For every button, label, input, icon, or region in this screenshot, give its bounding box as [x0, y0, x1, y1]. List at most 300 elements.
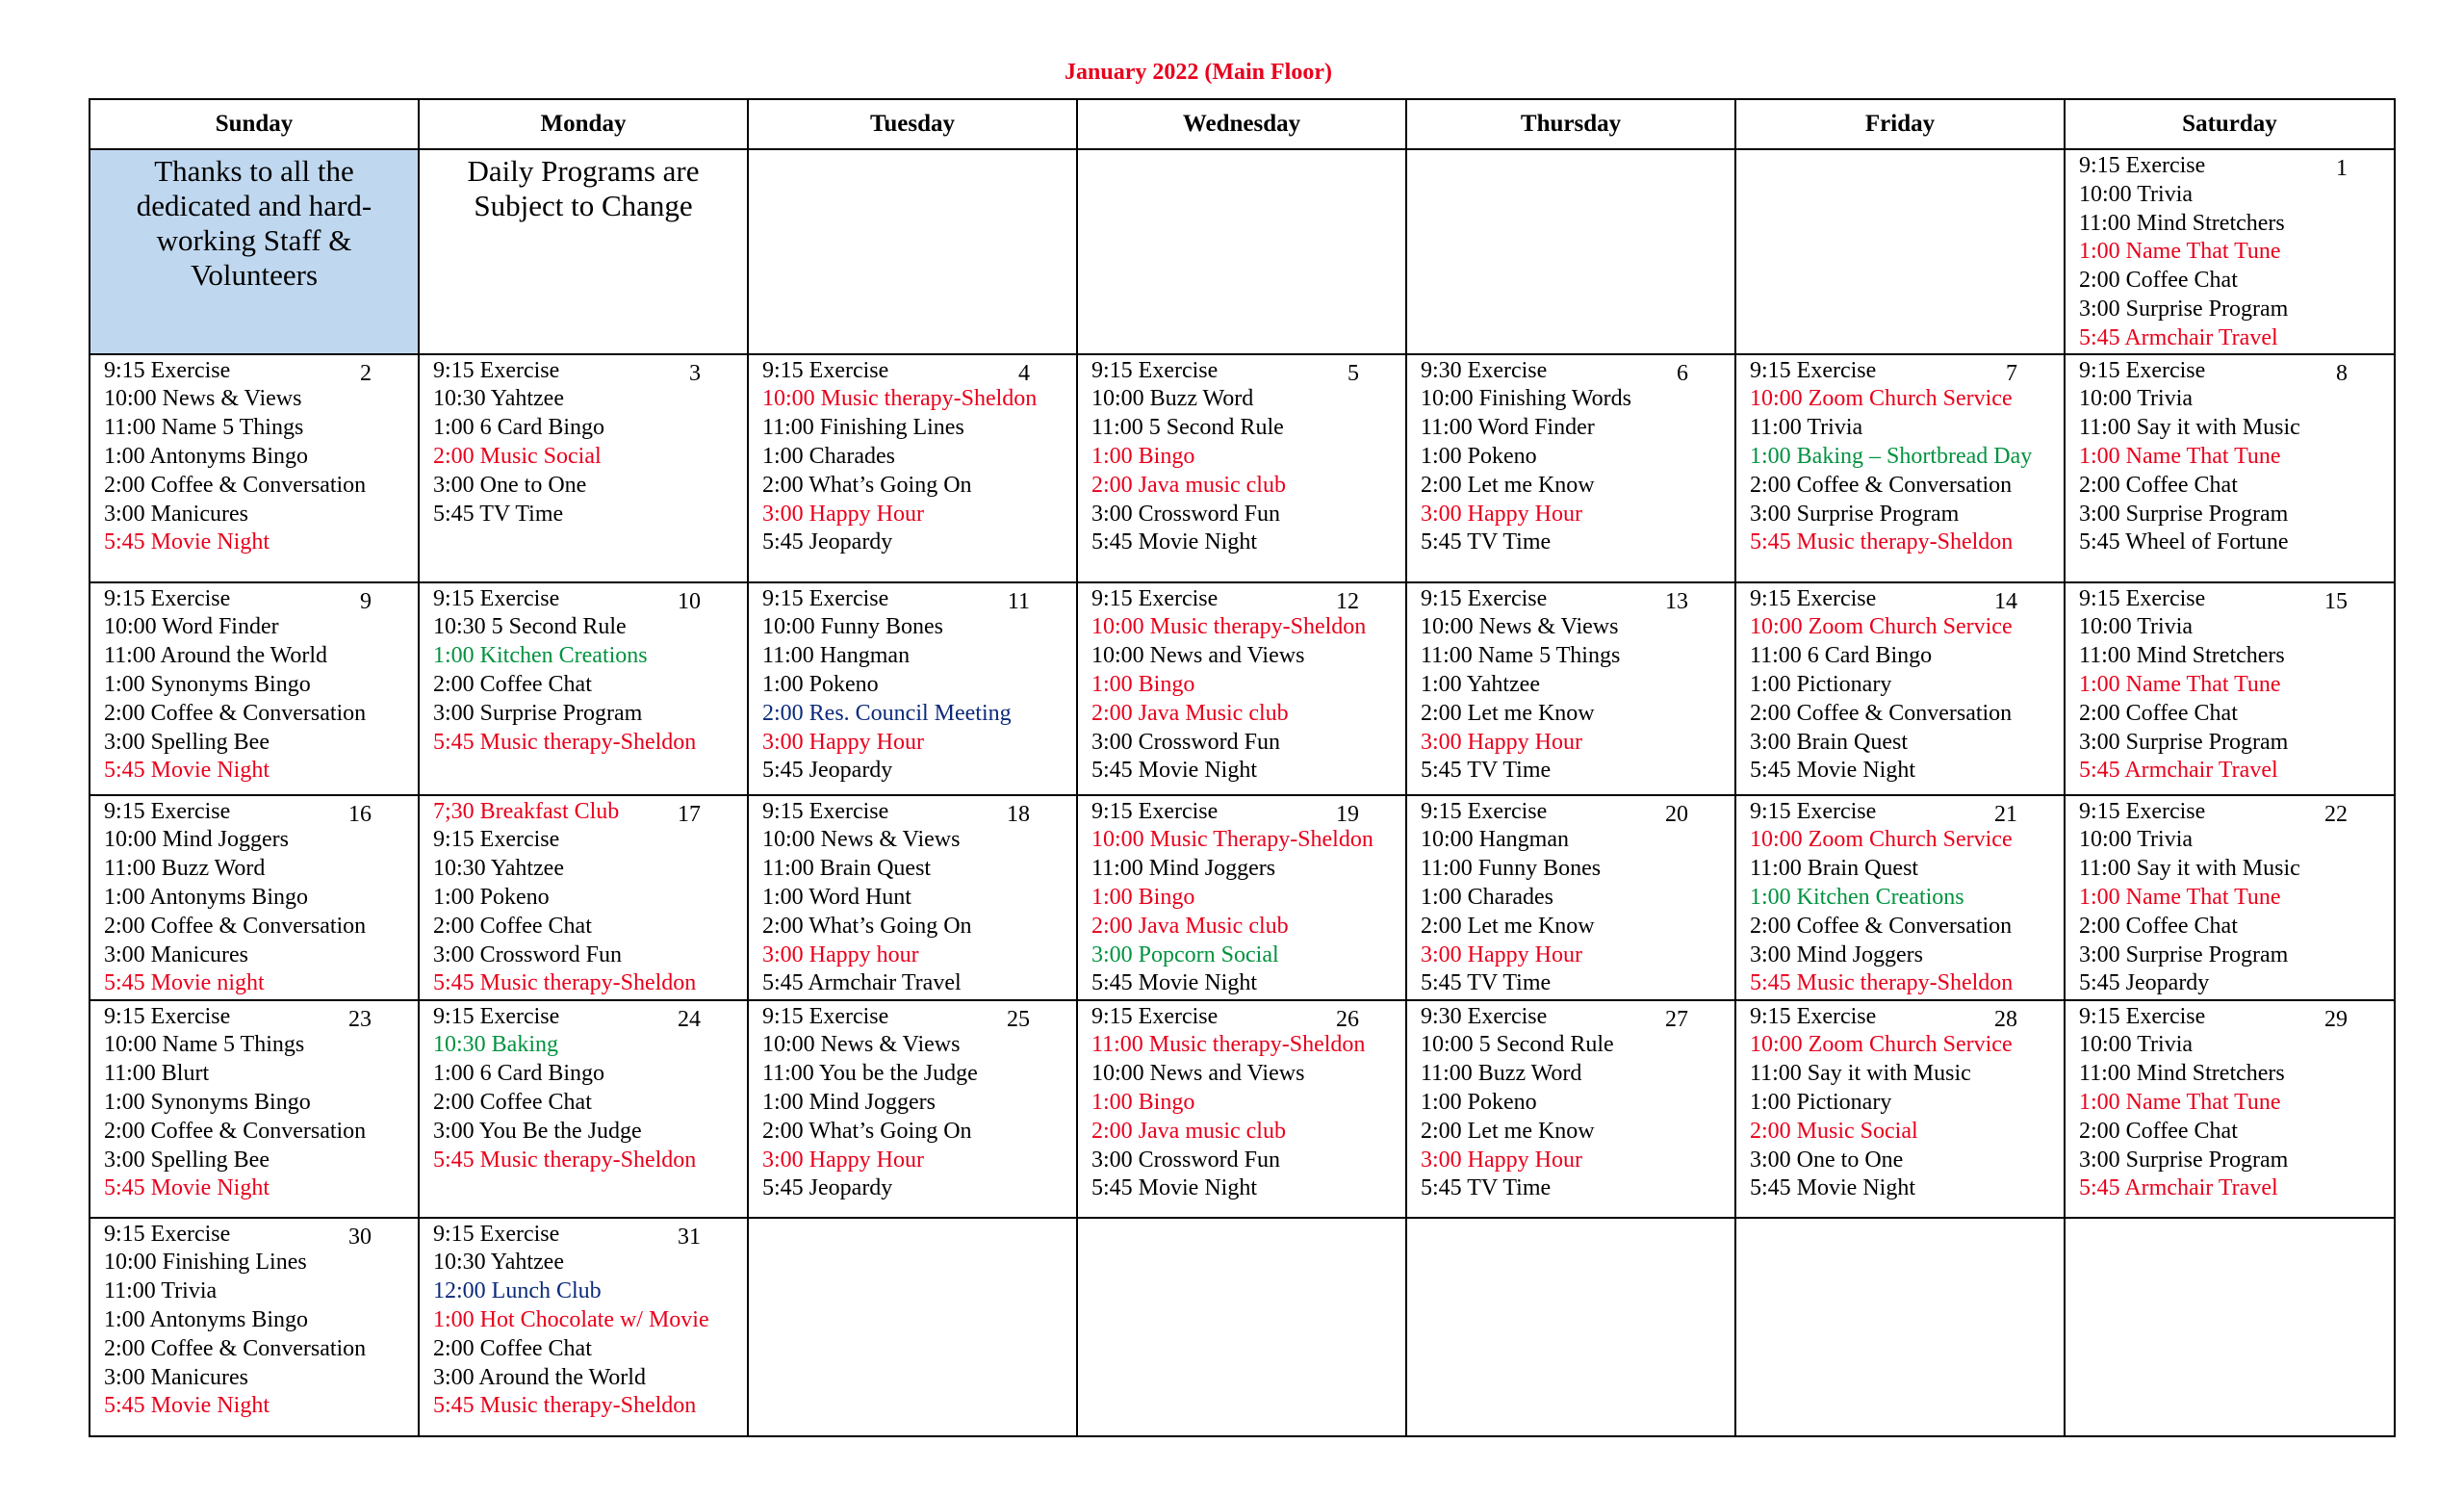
event-item: 2:00 Coffee Chat	[2079, 913, 2238, 939]
event-item: 11:00 Trivia	[104, 1278, 218, 1304]
day-cell-content	[1078, 355, 1405, 558]
day-number: 8	[2336, 360, 2348, 386]
event-item: 10:00 Music therapy-Sheldon	[762, 386, 1038, 412]
event-item: 9:15 Exercise	[762, 798, 889, 824]
note-cell	[90, 149, 419, 354]
day-cell	[2065, 354, 2395, 582]
event-item: 11:00 Brain Quest	[1750, 856, 1919, 882]
day-cell	[90, 354, 419, 582]
day-number: 17	[678, 801, 701, 827]
event-item: 1:00 Word Hunt	[762, 884, 911, 910]
day-number: 28	[1994, 1006, 2017, 1032]
event-item: 2:00 Coffee Chat	[2079, 1118, 2238, 1144]
event-item: 2:00 Coffee & Conversation	[104, 913, 367, 939]
weekday-header-thursday: Thursday	[1406, 99, 1735, 149]
event-item: 1:00 Synonyms Bingo	[104, 671, 311, 697]
day-cell-content	[90, 796, 418, 999]
day-cell-content	[1407, 583, 1734, 787]
event-item: 11:00 Say it with Music	[2079, 415, 2300, 441]
event-item: 3:00 Surprise Program	[2079, 729, 2289, 755]
event-item: 5:45 Music therapy-Sheldon	[433, 1147, 697, 1173]
event-item: 1:00 Name That Tune	[2079, 443, 2281, 469]
event-item: 10:00 Mind Joggers	[104, 827, 289, 853]
event-item: 9:15 Exercise	[104, 798, 231, 824]
note-cell	[419, 149, 748, 354]
day-cell	[1735, 795, 2065, 1000]
day-number: 2	[360, 360, 372, 386]
day-number: 18	[1007, 801, 1030, 827]
day-cell	[1077, 1000, 1406, 1218]
event-item: 11:00 Name 5 Things	[1421, 643, 1621, 669]
day-number: 4	[1018, 360, 1030, 386]
weekday-header-friday: Friday	[1735, 99, 2065, 149]
weekday-header-monday: Monday	[419, 99, 748, 149]
day-cell	[1735, 354, 2065, 582]
event-item: 9:15 Exercise	[1421, 585, 1548, 611]
event-item: 3:00 Happy Hour	[762, 729, 924, 755]
day-number: 21	[1994, 801, 2017, 827]
event-item: 1:00 Bingo	[1091, 671, 1195, 697]
event-item: 11:00 Music therapy-Sheldon	[1091, 1032, 1366, 1058]
day-cell	[90, 1218, 419, 1436]
event-item: 3:00 Manicures	[104, 1364, 248, 1390]
event-item: 11:00 Say it with Music	[1750, 1061, 1971, 1087]
day-cell	[2065, 1000, 2395, 1218]
weekday-header-wednesday: Wednesday	[1077, 99, 1406, 149]
event-item: 3:00 One to One	[1750, 1147, 1904, 1173]
event-item: 11:00 5 Second Rule	[1091, 415, 1284, 441]
day-cell-content	[420, 796, 747, 999]
event-item: 9:15 Exercise	[1091, 1003, 1219, 1029]
event-item: 1:00 Mind Joggers	[762, 1089, 936, 1115]
day-cell	[748, 354, 1077, 582]
event-item: 2:00 Let me Know	[1421, 472, 1595, 498]
day-number: 14	[1994, 588, 2017, 614]
day-number: 9	[360, 588, 372, 614]
event-item: 2:00 Let me Know	[1421, 700, 1595, 726]
event-item: 9:15 Exercise	[104, 357, 231, 383]
event-item: 1:00 Antonyms Bingo	[104, 884, 309, 910]
empty-day-cell	[2065, 1218, 2395, 1436]
day-number: 20	[1665, 801, 1688, 827]
day-cell	[419, 1218, 748, 1436]
day-number: 15	[2324, 588, 2348, 614]
day-cell	[748, 582, 1077, 795]
event-item: 11:00 6 Card Bingo	[1750, 643, 1933, 669]
event-item: 1:00 Name That Tune	[2079, 884, 2281, 910]
event-item: 9:15 Exercise	[104, 1221, 231, 1247]
calendar-body	[90, 149, 2395, 1436]
event-item: 10:00 Zoom Church Service	[1750, 614, 2013, 640]
event-item: 1:00 Charades	[1421, 884, 1553, 910]
day-cell-content	[420, 355, 747, 529]
day-cell-content	[1736, 1001, 2064, 1204]
day-cell-content	[1736, 355, 2064, 558]
event-item: 2:00 Res. Council Meeting	[762, 700, 1012, 726]
event-item: 9:15 Exercise	[104, 1003, 231, 1029]
week-row	[90, 582, 2395, 795]
event-item: 5:45 Music therapy-Sheldon	[1750, 970, 2014, 996]
event-item: 2:00 What’s Going On	[762, 1118, 972, 1144]
week-row	[90, 795, 2395, 1000]
event-item: 2:00 What’s Going On	[762, 472, 972, 498]
day-cell-content	[1407, 796, 1734, 999]
day-cell	[2065, 795, 2395, 1000]
event-item: 1:00 Bingo	[1091, 443, 1195, 469]
event-item: 1:00 Charades	[762, 443, 895, 469]
event-item: 2:00 Java music club	[1091, 472, 1286, 498]
event-item: 2:00 Coffee Chat	[2079, 700, 2238, 726]
event-item: 2:00 Coffee & Conversation	[104, 1335, 367, 1361]
week-row	[90, 354, 2395, 582]
day-number: 7	[2006, 360, 2017, 386]
event-item: 9:15 Exercise	[2079, 357, 2206, 383]
day-cell	[748, 1000, 1077, 1218]
event-item: 5:45 Movie Night	[1091, 529, 1257, 555]
day-number: 3	[689, 360, 701, 386]
event-item: 11:00 Mind Stretchers	[2079, 210, 2285, 236]
event-item: 3:00 Happy Hour	[1421, 729, 1582, 755]
event-item: 10:00 News & Views	[1421, 614, 1619, 640]
event-item: 3:00 Happy Hour	[1421, 941, 1582, 967]
event-item: 11:00 Word Finder	[1421, 415, 1595, 441]
event-item: 3:00 Mind Joggers	[1750, 941, 1923, 967]
day-number: 5	[1348, 360, 1359, 386]
event-item: 9:15 Exercise	[433, 1003, 560, 1029]
event-item: 10:00 Trivia	[2079, 386, 2194, 412]
event-item: 5:45 TV Time	[1421, 1175, 1552, 1201]
day-cell	[1406, 582, 1735, 795]
event-item: 3:00 Surprise Program	[1750, 501, 1960, 527]
event-item: 3:00 Happy Hour	[1421, 1147, 1582, 1173]
event-item: 5:45 Movie night	[104, 970, 265, 996]
day-cell	[1077, 795, 1406, 1000]
empty-day-cell	[1735, 149, 2065, 354]
day-cell	[419, 1000, 748, 1218]
event-item: 9:15 Exercise	[1750, 357, 1877, 383]
event-item: 9:15 Exercise	[1750, 585, 1877, 611]
event-item: 11:00 Name 5 Things	[104, 415, 304, 441]
day-cell-content	[420, 1219, 747, 1422]
event-item: 2:00 Coffee Chat	[433, 913, 592, 939]
event-item: 2:00 Java music club	[1091, 1118, 1286, 1144]
day-cell	[1077, 354, 1406, 582]
event-item: 5:45 Movie Night	[104, 1175, 270, 1201]
event-item: 10:00 Trivia	[2079, 181, 2194, 207]
event-item: 3:00 Happy hour	[762, 941, 919, 967]
event-item: 1:00 Name That Tune	[2079, 239, 2281, 265]
day-cell	[1406, 354, 1735, 582]
event-item: 2:00 Java Music club	[1091, 913, 1289, 939]
day-cell	[90, 795, 419, 1000]
day-cell-content	[90, 1219, 418, 1422]
event-item: 3:00 Happy Hour	[762, 501, 924, 527]
event-item: 5:45 Music therapy-Sheldon	[433, 970, 697, 996]
event-item: 3:00 Surprise Program	[433, 700, 643, 726]
event-item: 1:00 Name That Tune	[2079, 671, 2281, 697]
weekday-header-sunday: Sunday	[90, 99, 419, 149]
calendar-title: January 2022 (Main Floor)	[1065, 60, 1332, 85]
event-item: 3:00 Surprise Program	[2079, 501, 2289, 527]
event-item: 3:00 Happy Hour	[762, 1147, 924, 1173]
day-number: 19	[1336, 801, 1359, 827]
event-item: 3:00 Crossword Fun	[1091, 729, 1281, 755]
event-item: 9:15 Exercise	[1091, 357, 1219, 383]
event-item: 3:00 Manicures	[104, 941, 248, 967]
event-item: 5:45 Music therapy-Sheldon	[1750, 529, 2014, 555]
event-item: 11:00 Hangman	[762, 643, 911, 669]
event-item: 11:00 Buzz Word	[104, 856, 266, 882]
event-item: 9:15 Exercise	[1091, 585, 1219, 611]
day-cell-content	[749, 1001, 1076, 1204]
event-item: 10:00 Zoom Church Service	[1750, 1032, 2013, 1058]
event-item: 3:00 Spelling Bee	[104, 1147, 270, 1173]
event-item: 2:00 Coffee & Conversation	[104, 1118, 367, 1144]
event-item: 3:00 Around the World	[433, 1364, 646, 1390]
day-number: 30	[348, 1224, 372, 1250]
event-item: 10:00 Zoom Church Service	[1750, 827, 2013, 853]
event-item: 1:00 Pictionary	[1750, 671, 1892, 697]
event-item: 9:15 Exercise	[2079, 153, 2206, 178]
event-item: 1:00 Pokeno	[1421, 443, 1537, 469]
day-number: 13	[1665, 588, 1688, 614]
calendar-note: Thanks to all the dedicated and hard-working Staff & Volunteers	[136, 154, 372, 292]
event-item: 2:00 Music Social	[433, 443, 602, 469]
event-item: 5:45 Movie Night	[1091, 970, 1257, 996]
event-item: 10:00 Hangman	[1421, 827, 1569, 853]
week-row	[90, 149, 2395, 354]
event-item: 10:00 Trivia	[2079, 614, 2194, 640]
event-item: 5:45 Movie Night	[1750, 758, 1915, 784]
event-item: 12:00 Lunch Club	[433, 1278, 602, 1304]
weekday-header-saturday: Saturday	[2065, 99, 2395, 149]
day-number: 31	[678, 1224, 701, 1250]
event-item: 2:00 Coffee Chat	[2079, 268, 2238, 294]
event-item: 9:15 Exercise	[1421, 798, 1548, 824]
event-item: 9:15 Exercise	[1750, 798, 1877, 824]
event-item: 10:00 Music Therapy-Sheldon	[1091, 827, 1373, 853]
event-item: 10:00 Finishing Lines	[104, 1250, 307, 1276]
event-item: 3:00 Crossword Fun	[1091, 501, 1281, 527]
event-item: 5:45 Armchair Travel	[762, 970, 962, 996]
event-item: 10:00 News & Views	[762, 827, 961, 853]
event-item: 3:00 Crossword Fun	[1091, 1147, 1281, 1173]
calendar-grid	[89, 98, 2396, 1437]
event-item: 10:00 Finishing Words	[1421, 386, 1631, 412]
event-item: 2:00 Java Music club	[1091, 700, 1289, 726]
event-item: 3:00 Surprise Program	[2079, 941, 2289, 967]
event-item: 5:45 Jeopardy	[2079, 970, 2210, 996]
day-cell	[419, 795, 748, 1000]
event-item: 9:15 Exercise	[762, 585, 889, 611]
event-item: 11:00 Funny Bones	[1421, 856, 1602, 882]
event-item: 5:45 Armchair Travel	[2079, 758, 2278, 784]
event-item: 9:30 Exercise	[1421, 357, 1548, 383]
event-item: 9:30 Exercise	[1421, 1003, 1548, 1029]
event-item: 10:00 Funny Bones	[762, 614, 944, 640]
empty-day-cell	[1406, 1218, 1735, 1436]
event-item: 2:00 Music Social	[1750, 1118, 1918, 1144]
event-item: 9:15 Exercise	[1750, 1003, 1877, 1029]
empty-day-cell	[1735, 1218, 2065, 1436]
day-cell-content	[90, 583, 418, 787]
event-item: 2:00 Coffee Chat	[433, 1335, 592, 1361]
event-item: 5:45 Movie Night	[104, 1393, 270, 1419]
day-number: 22	[2324, 801, 2348, 827]
event-item: 9:15 Exercise	[2079, 585, 2206, 611]
event-item: 2:00 Coffee & Conversation	[104, 700, 367, 726]
event-item: 5:45 Jeopardy	[762, 758, 893, 784]
event-item: 10:00 Name 5 Things	[104, 1032, 305, 1058]
event-item: 9:15 Exercise	[433, 1221, 560, 1247]
event-item: 10:30 Yahtzee	[433, 856, 564, 882]
empty-day-cell	[748, 149, 1077, 354]
event-item: 5:45 TV Time	[1421, 970, 1552, 996]
empty-day-cell	[1077, 149, 1406, 354]
day-number: 10	[678, 588, 701, 614]
event-item: 5:45 Movie Night	[1750, 1175, 1915, 1201]
event-item: 1:00 Pokeno	[1421, 1089, 1537, 1115]
day-cell-content	[90, 355, 418, 558]
event-item: 11:00 Buzz Word	[1421, 1061, 1582, 1087]
event-item: 11:00 Mind Stretchers	[2079, 1061, 2285, 1087]
day-cell-content	[749, 355, 1076, 558]
event-item: 10:00 News & Views	[104, 386, 302, 412]
event-item: 5:45 Music therapy-Sheldon	[433, 1393, 697, 1419]
day-cell-content	[1078, 796, 1405, 999]
event-item: 11:00 Finishing Lines	[762, 415, 964, 441]
event-item: 5:45 Movie Night	[1091, 1175, 1257, 1201]
event-item: 10:00 Word Finder	[104, 614, 279, 640]
empty-day-cell	[1406, 149, 1735, 354]
event-item: 2:00 Coffee Chat	[433, 671, 592, 697]
day-cell-content	[2066, 1001, 2394, 1204]
event-item: 5:45 TV Time	[433, 501, 564, 527]
empty-day-cell	[1077, 1218, 1406, 1436]
day-cell	[1735, 1000, 2065, 1218]
weekday-header-tuesday: Tuesday	[748, 99, 1077, 149]
event-item: 3:00 Happy Hour	[1421, 501, 1582, 527]
event-item: 10:00 News & Views	[762, 1032, 961, 1058]
day-number: 11	[1007, 588, 1030, 614]
day-cell-content	[749, 583, 1076, 787]
event-item: 2:00 Coffee & Conversation	[104, 472, 367, 498]
day-cell-content	[420, 1001, 747, 1175]
event-item: 5:45 Armchair Travel	[2079, 324, 2278, 350]
event-item: 10:00 Zoom Church Service	[1750, 386, 2013, 412]
event-item: 11:00 You be the Judge	[762, 1061, 978, 1087]
day-cell-content	[1736, 796, 2064, 999]
day-number: 26	[1336, 1006, 1359, 1032]
day-cell	[419, 354, 748, 582]
day-cell	[1735, 582, 2065, 795]
event-item: 2:00 Coffee & Conversation	[1750, 700, 2013, 726]
event-item: 1:00 Antonyms Bingo	[104, 443, 309, 469]
event-item: 3:00 Spelling Bee	[104, 729, 270, 755]
event-item: 5:45 Armchair Travel	[2079, 1175, 2278, 1201]
day-cell-content	[2066, 583, 2394, 787]
event-item: 10:30 Yahtzee	[433, 386, 564, 412]
event-item: 11:00 Brain Quest	[762, 856, 932, 882]
event-item: 9:15 Exercise	[433, 827, 560, 853]
event-item: 5:45 TV Time	[1421, 758, 1552, 784]
event-item: 10:30 Yahtzee	[433, 1250, 564, 1276]
event-item: 2:00 Let me Know	[1421, 1118, 1595, 1144]
event-item: 10:00 Trivia	[2079, 827, 2194, 853]
event-item: 9:15 Exercise	[104, 585, 231, 611]
event-item: 2:00 Let me Know	[1421, 913, 1595, 939]
event-item: 3:00 Popcorn Social	[1091, 941, 1279, 967]
event-item: 5:45 Wheel of Fortune	[2079, 529, 2289, 555]
day-cell-content	[90, 1001, 418, 1204]
event-item: 11:00 Around the World	[104, 643, 328, 669]
event-item: 2:00 Coffee & Conversation	[1750, 472, 2013, 498]
event-item: 11:00 Mind Stretchers	[2079, 643, 2285, 669]
week-row	[90, 1218, 2395, 1436]
event-item: 1:00 Pictionary	[1750, 1089, 1892, 1115]
event-item: 3:00 One to One	[433, 472, 587, 498]
event-item: 2:00 What’s Going On	[762, 913, 972, 939]
day-cell	[1406, 1000, 1735, 1218]
event-item: 9:15 Exercise	[2079, 798, 2206, 824]
event-item: 5:45 Jeopardy	[762, 1175, 893, 1201]
event-item: 9:15 Exercise	[762, 357, 889, 383]
day-number: 12	[1336, 588, 1359, 614]
day-cell-content	[2066, 796, 2394, 999]
event-item: 10:30 5 Second Rule	[433, 614, 627, 640]
event-item: 5:45 Movie Night	[104, 758, 270, 784]
event-item: 2:00 Coffee Chat	[433, 1089, 592, 1115]
day-cell-content	[1078, 1001, 1405, 1204]
day-cell	[90, 582, 419, 795]
event-item: 7;30 Breakfast Club	[433, 798, 620, 824]
event-item: 10:00 Trivia	[2079, 1032, 2194, 1058]
day-number: 1	[2336, 156, 2348, 181]
event-item: 10:00 News and Views	[1091, 1061, 1305, 1087]
day-cell	[2065, 149, 2395, 354]
event-item: 1:00 Yahtzee	[1421, 671, 1540, 697]
event-item: 11:00 Blurt	[104, 1061, 210, 1087]
event-item: 2:00 Coffee Chat	[2079, 472, 2238, 498]
day-number: 25	[1007, 1006, 1030, 1032]
day-cell-content	[749, 796, 1076, 999]
event-item: 3:00 Crossword Fun	[433, 941, 623, 967]
event-item: 11:00 Mind Joggers	[1091, 856, 1276, 882]
day-cell	[1077, 582, 1406, 795]
event-item: 9:15 Exercise	[2079, 1003, 2206, 1029]
event-item: 1:00 Kitchen Creations	[433, 643, 648, 669]
event-item: 1:00 Synonyms Bingo	[104, 1089, 311, 1115]
event-item: 1:00 Bingo	[1091, 1089, 1195, 1115]
event-item: 1:00 Antonyms Bingo	[104, 1306, 309, 1332]
event-item: 10:00 5 Second Rule	[1421, 1032, 1614, 1058]
day-number: 16	[348, 801, 372, 827]
event-item: 10:00 Buzz Word	[1091, 386, 1254, 412]
event-item: 1:00 Baking – Shortbread Day	[1750, 443, 2033, 469]
event-item: 1:00 Hot Chocolate w/ Movie	[433, 1306, 709, 1332]
event-item: 3:00 Surprise Program	[2079, 1147, 2289, 1173]
day-cell-content	[1078, 583, 1405, 787]
day-cell	[1406, 795, 1735, 1000]
day-number: 29	[2324, 1006, 2348, 1032]
day-cell	[748, 795, 1077, 1000]
day-number: 27	[1665, 1006, 1688, 1032]
event-item: 2:00 Coffee & Conversation	[1750, 913, 2013, 939]
day-cell-content	[1736, 583, 2064, 787]
day-cell-content	[420, 583, 747, 758]
event-item: 3:00 Brain Quest	[1750, 729, 1908, 755]
event-item: 5:45 Music therapy-Sheldon	[433, 729, 697, 755]
